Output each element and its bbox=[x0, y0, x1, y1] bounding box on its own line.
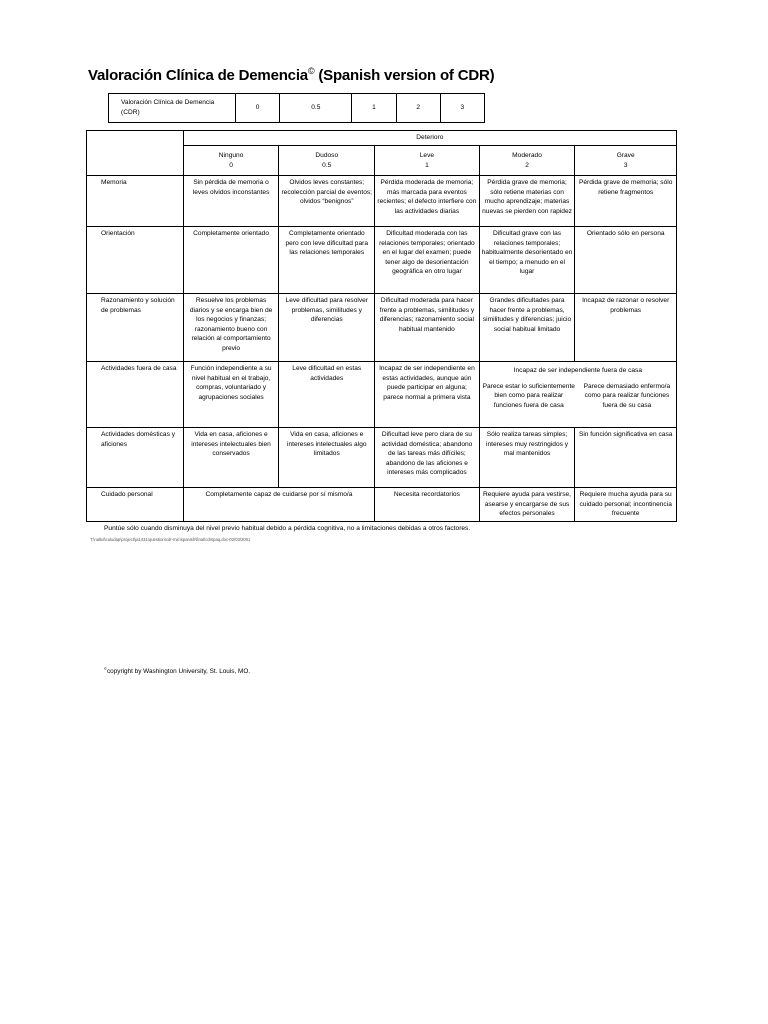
row-label: Cuidado personal bbox=[87, 488, 184, 522]
table-cell: Sin función significativa en casa bbox=[575, 428, 677, 488]
table-cell: Orientado sólo en persona bbox=[575, 227, 677, 294]
row-label: Orientación bbox=[87, 227, 184, 294]
table-cell: Incapaz de ser independiente en estas actividades, aunque aún puede participar en alguna; parece normal a primera vista bbox=[375, 362, 480, 428]
page-title bbox=[88, 66, 494, 84]
deterioro-header: Deterioro bbox=[183, 131, 676, 146]
scale-value: 3 bbox=[440, 94, 484, 123]
copyright-mark: © bbox=[104, 666, 107, 671]
table-cell: Necesita recordatorios bbox=[375, 488, 480, 522]
level-header bbox=[479, 146, 575, 176]
table-cell: Completamente orientado pero con leve dificultad para las relaciones temporales bbox=[279, 227, 375, 294]
table-cell: Incapaz de razonar o resolver problemas bbox=[575, 294, 677, 362]
level-name: Ninguno bbox=[218, 151, 244, 159]
level-name: Grave bbox=[616, 151, 635, 159]
corner-cell bbox=[87, 131, 184, 176]
copyright-text: copyright by Washington University, St. Louis, MO. bbox=[106, 668, 251, 676]
table-cell: Dificultad moderada con las relaciones temporales; orientado en el lugar del examen; puede tener algo de desorientación geográfica en otro lugar bbox=[375, 227, 480, 294]
table-cell: Leve dificultad para resolver problemas, similitudes y diferencias bbox=[279, 294, 375, 362]
table-row bbox=[87, 294, 677, 362]
scale-value: 1 bbox=[352, 94, 396, 123]
table-cell: Pérdida grave de memoria; sólo retiene materias con mucho aprendizaje; materias nuevas se pierden con rapidez bbox=[479, 176, 575, 227]
level-header bbox=[375, 146, 480, 176]
scale-value: 2 bbox=[396, 94, 440, 123]
level-name: Dudoso bbox=[315, 151, 339, 159]
table-cell: Requiere mucha ayuda para su cuidado personal; incontinencia frecuente bbox=[575, 488, 677, 522]
table-cell: Olvidos leves constantes; recolección parcial de eventos; olvidos “benignos” bbox=[279, 176, 375, 227]
table-row bbox=[87, 176, 677, 227]
table-cell: Vida en casa, aficiones e intereses intelectuales algo limitados bbox=[279, 428, 375, 488]
table-cell-merged bbox=[479, 362, 676, 428]
table-cell: Resuelve los problemas diarios y se encarga bien de los negocios y finanzas; razonamiento bueno con relación al comportamiento previo bbox=[183, 294, 279, 362]
table-cell: Vida en casa, aficiones e intereses intelectuales bien conservados bbox=[183, 428, 279, 488]
table-row bbox=[87, 488, 677, 522]
table-cell: Dificultad leve pero clara de su actividad doméstica; abandono de las tareas más difíciles; abandono de las aficiones e intereses más complicados bbox=[375, 428, 480, 488]
table-cell: Requiere ayuda para vestirse, asearse y encargarse de sus efectos personales bbox=[479, 488, 575, 522]
cdr-scale-table bbox=[108, 93, 485, 123]
copyright-mark: © bbox=[307, 66, 315, 76]
level-value: 2 bbox=[525, 161, 529, 169]
merged-header: Incapaz de ser independiente fuera de casa bbox=[513, 367, 642, 374]
table-cell: Función independiente a su nivel habitual en el trabajo, compras, voluntariado y agrupaciones sociales bbox=[183, 362, 279, 428]
scale-value: 0.5 bbox=[280, 94, 352, 123]
level-header bbox=[183, 146, 279, 176]
table-row bbox=[87, 227, 677, 294]
scale-label: Valoración Clínica de Demencia (CDR) bbox=[109, 94, 236, 123]
table-cell: Sin pérdida de memoria o leves olvidos inconstantes bbox=[183, 176, 279, 227]
level-value: 1 bbox=[425, 161, 429, 169]
table-row bbox=[87, 362, 677, 428]
row-label: Memoria bbox=[87, 176, 184, 227]
table-cell: Completamente capaz de cuidarse por sí mismo/a bbox=[183, 488, 374, 522]
table-cell: Dificultad grave con las relaciones temporales; habitualmente desorientado en el tiempo; a menudo en el lugar bbox=[479, 227, 575, 294]
level-name: Leve bbox=[419, 151, 435, 159]
table-cell: Completamente orientado bbox=[183, 227, 279, 294]
level-name: Moderado bbox=[512, 151, 542, 159]
footnote: Puntúe sólo cuando disminuya del nivel previo habitual debido a pérdida cognitiva, no a limitaciones debidas a otros factores. bbox=[104, 525, 471, 532]
table-row bbox=[87, 428, 677, 488]
row-label: Razonamiento y solución de problemas bbox=[87, 294, 184, 362]
level-value: 3 bbox=[623, 161, 628, 169]
level-value: 0.5 bbox=[322, 161, 332, 169]
copyright-notice bbox=[104, 666, 250, 675]
table-cell: Pérdida moderada de memoria; más marcada para eventos recientes; el defecto interfiere con las actividades diarias bbox=[375, 176, 480, 227]
table-cell: Parece demasiado enfermo/a como para realizar funciones fuera de su casa bbox=[583, 382, 671, 409]
row-label: Actividades fuera de casa bbox=[87, 362, 184, 428]
title-main: Valoración Clínica de Demencia bbox=[88, 67, 308, 84]
table-cell: Parece estar lo suficientemente bien como para realizar funciones fuera de casa bbox=[482, 382, 575, 409]
level-header bbox=[575, 146, 677, 176]
file-path: T:\naltul\culudap\project\ja1431\question\cdr-mic\spanish\final\cdrspaq.doc-02/03/2001 bbox=[90, 537, 251, 542]
table-cell: Sólo realiza tareas simples; intereses muy restringidos y mal mantenidos bbox=[479, 428, 575, 488]
cdr-rating-table bbox=[86, 130, 677, 522]
level-header bbox=[279, 146, 375, 176]
table-cell: Grandes dificultades para hacer frente a problemas, similitudes y diferencias; juicio social habitual limitado bbox=[479, 294, 575, 362]
level-value: 0 bbox=[229, 161, 233, 169]
table-cell: Pérdida grave de memoria; sólo retiene fragmentos bbox=[575, 176, 677, 227]
title-suffix: (Spanish version of CDR) bbox=[314, 67, 495, 84]
row-label: Actividades domésticas y aficiones bbox=[87, 428, 184, 488]
scale-value: 0 bbox=[236, 94, 280, 123]
table-cell: Leve dificultad en estas actividades bbox=[279, 362, 375, 428]
table-cell: Dificultad moderada para hacer frente a problemas, similitudes y diferencias; razonamiento social habitual mantenido bbox=[375, 294, 480, 362]
